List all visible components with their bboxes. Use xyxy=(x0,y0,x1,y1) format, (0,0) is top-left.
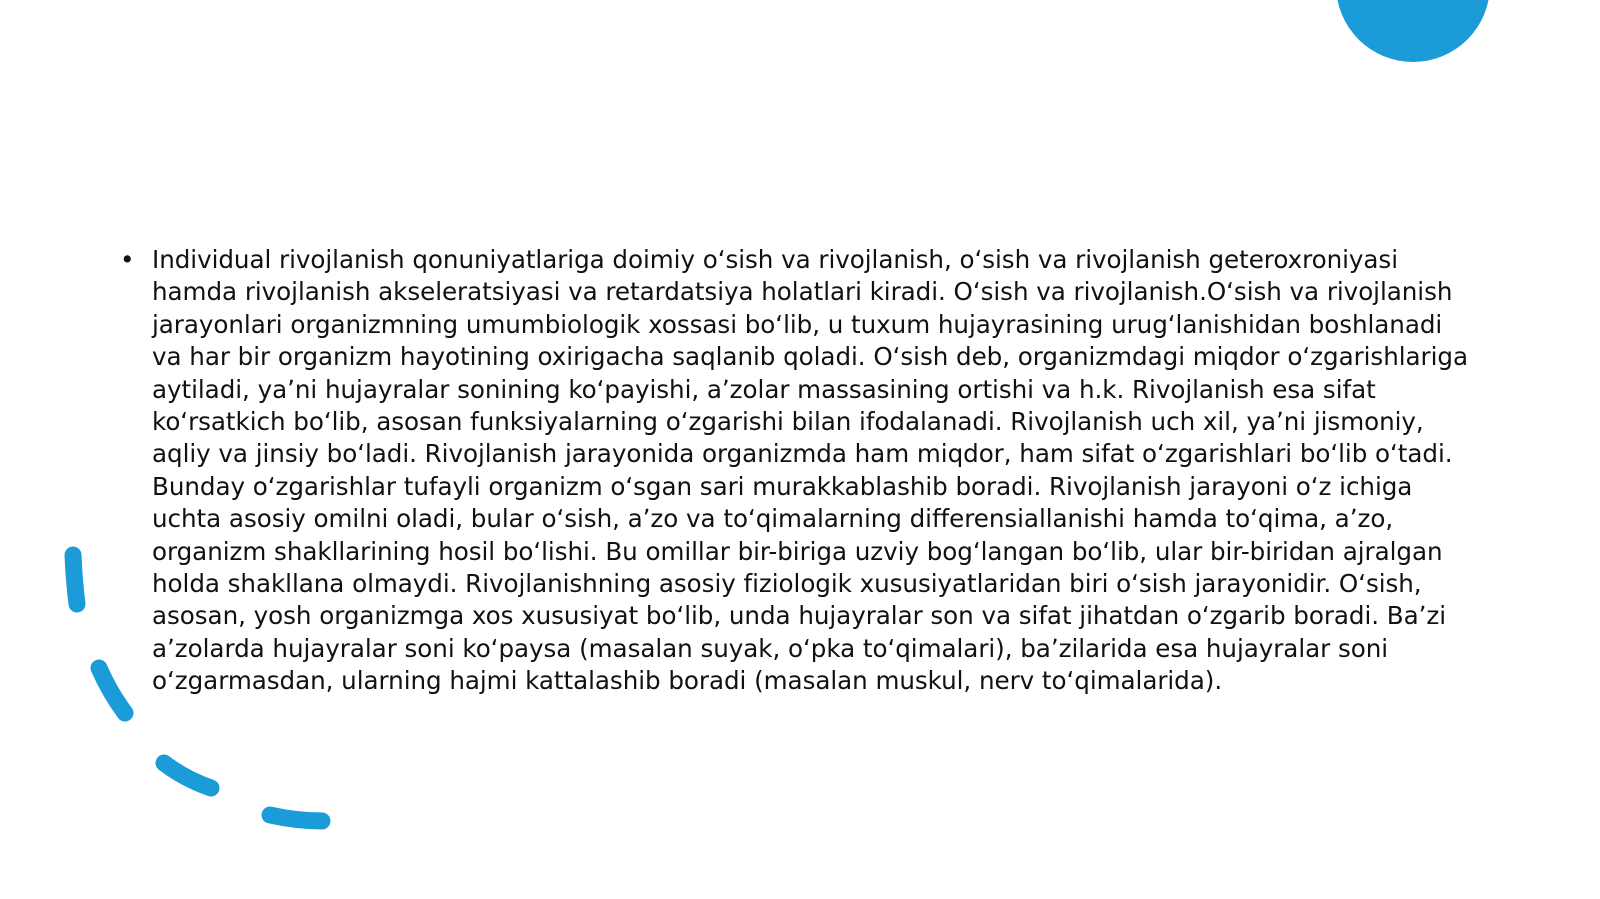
content-list xyxy=(120,244,1470,698)
arc-dash-1 xyxy=(73,555,77,604)
bullet-text: Individual rivojlanish qonuniyatlariga doimiy oʻsish va rivojlanish, oʻsish va rivojlanish geteroxroniyasi hamda rivojlanish akseleratsiyasi va retardatsiya holatlari kiradi. Oʻsish va rivojlanish.Oʻsish va rivojlanish jarayonlari organizmning umumbiologik xossasi boʻlib, u tuxum hujayrasining urugʻlanishidan boshlanadi va har bir organizm hayotining oxirigacha saqlanib qoladi. Oʻsish deb, organizmdagi miqdor oʻzgarishlariga aytiladi, yaʼni hujayralar sonining koʻpayishi, aʼzolar massasining ortishi va h.k. Rivojlanish esa sifat koʻrsatkich boʻlib, asosan funksiyalarning oʻzgarishi bilan ifodalanadi. Rivojlanish uch xil, yaʼni jismoniy, aqliy va jinsiy boʻladi. Rivojlanish jarayonida organizmda ham miqdor, ham sifat oʻzgarishlari boʻlib oʻtadi. Bunday oʻzgarishlar tufayli organizm oʻsgan sari murakkablashib boradi. Rivojlanish jarayoni oʻz ichiga uchta asosiy omilni oladi, bular oʻsish, aʼzo va toʻqimalarning differensiallanishi hamda toʻqima, aʼzo, organizm shakllarining hosil boʻlishi. Bu omillar bir-biriga uzviy bogʻlangan boʻlib, ular bir-biridan ajralgan holda shakllana olmaydi. Rivojlanishning asosiy fiziologik xususiyatlaridan biri oʻsish jarayonidir. Oʻsish, asosan, yosh organizmga xos xususiyat boʻlib, unda hujayralar son va sifat jihatdan oʻzgarib boradi. Baʼzi aʼzolarda hujayralar soni koʻpaysa (masalan suyak, oʻpka toʻqimalari), baʼzilarida esa hujayralar soni oʻzgarmasdan, ularning hajmi kattalashib boradi (masalan muskul, nerv toʻqimalarida). xyxy=(152,245,1468,696)
arc-dash-4 xyxy=(270,815,322,821)
bullet-item xyxy=(120,244,1470,698)
arc-dash-3 xyxy=(164,763,211,788)
bullet-icon: • xyxy=(120,245,135,274)
accent-circle xyxy=(1336,0,1490,62)
